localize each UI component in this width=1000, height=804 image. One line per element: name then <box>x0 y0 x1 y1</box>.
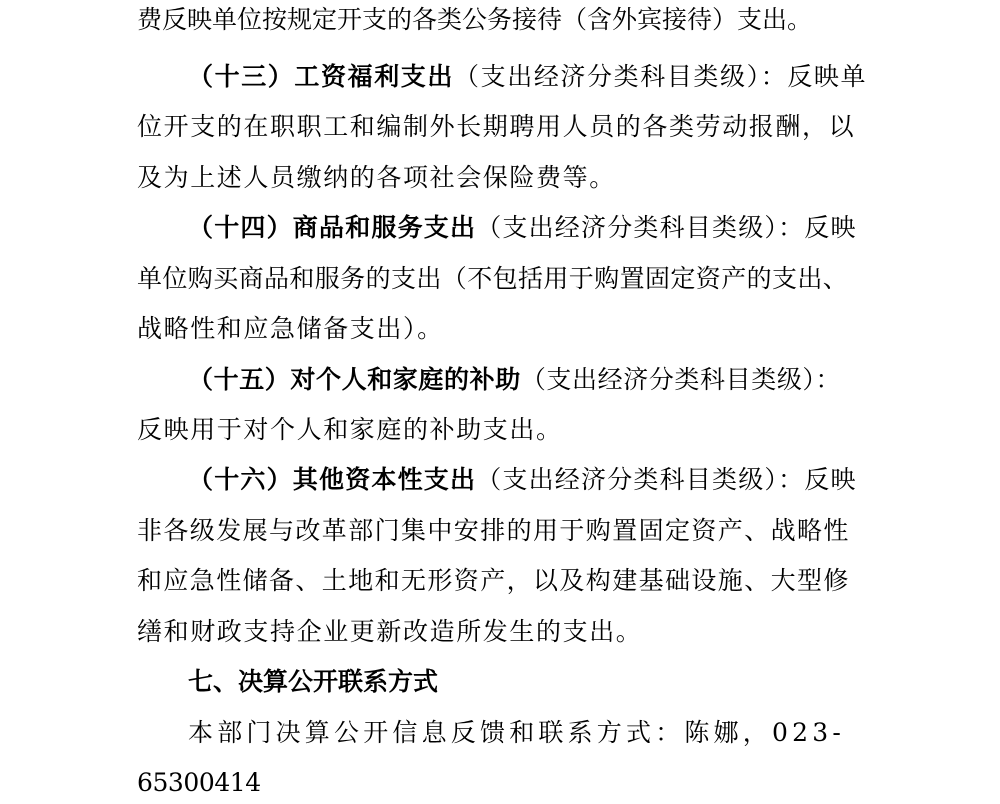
text-line-1 <box>137 0 867 40</box>
text-line-7 <box>137 309 457 349</box>
subheading-14 <box>188 208 878 248</box>
section-heading-text: 七、决算公开联系方式 <box>188 667 439 696</box>
contact-line <box>188 713 888 753</box>
subheading-text: （支出经济分类科目类级）：反映单 <box>454 62 868 91</box>
subheading-label: （十六）其他资本性支出 <box>188 465 477 494</box>
text-line-11 <box>137 511 882 551</box>
text-line-3 <box>137 107 882 147</box>
subheading-label: （十四）商品和服务支出 <box>188 213 477 242</box>
text-line-6 <box>137 259 887 299</box>
subheading-label: （十五）对个人和家庭的补助 <box>188 365 521 394</box>
text-line-13 <box>137 612 657 652</box>
subheading-text: （支出经济分类科目类级）：反映 <box>476 465 857 494</box>
subheading-text: （支出经济分类科目类级）： <box>520 365 842 394</box>
line-text: 单位购买商品和服务的支出（不包括用于购置固定资产的支出、 <box>137 264 849 293</box>
line-text: 反映用于对个人和家庭的补助支出。 <box>137 415 563 444</box>
subheading-13 <box>188 57 878 97</box>
contact-phone <box>137 763 261 803</box>
text-line-9 <box>137 410 567 450</box>
contact-text: 本部门决算公开信息反馈和联系方式：陈娜，023- <box>188 718 845 747</box>
contact-phone-text: 65300414 <box>137 768 261 797</box>
line-text: 和应急性储备、土地和无形资产，以及构建基础设施、大型修 <box>137 566 850 595</box>
subheading-text: （支出经济分类科目类级）：反映 <box>476 213 857 242</box>
subheading-label: （十三）工资福利支出 <box>188 62 455 91</box>
line-text: 位开支的在职职工和编制外长期聘用人员的各类劳动报酬，以 <box>137 112 856 141</box>
subheading-15 <box>188 360 868 400</box>
line-text: 非各级发展与改革部门集中安排的用于购置固定资产、战略性 <box>137 516 850 545</box>
line-text: 战略性和应急储备支出）。 <box>137 314 444 343</box>
text-line-12 <box>137 561 882 601</box>
line-text: 缮和财政支持企业更新改造所发生的支出。 <box>137 617 643 646</box>
section-heading-7 <box>188 662 468 702</box>
line-text: 费反映单位按规定开支的各类公务接待（含外宾接待）支出。 <box>137 5 813 34</box>
text-line-4 <box>137 158 617 198</box>
line-text: 及为上述人员缴纳的各项社会保险费等。 <box>137 163 616 192</box>
subheading-16 <box>188 460 878 500</box>
